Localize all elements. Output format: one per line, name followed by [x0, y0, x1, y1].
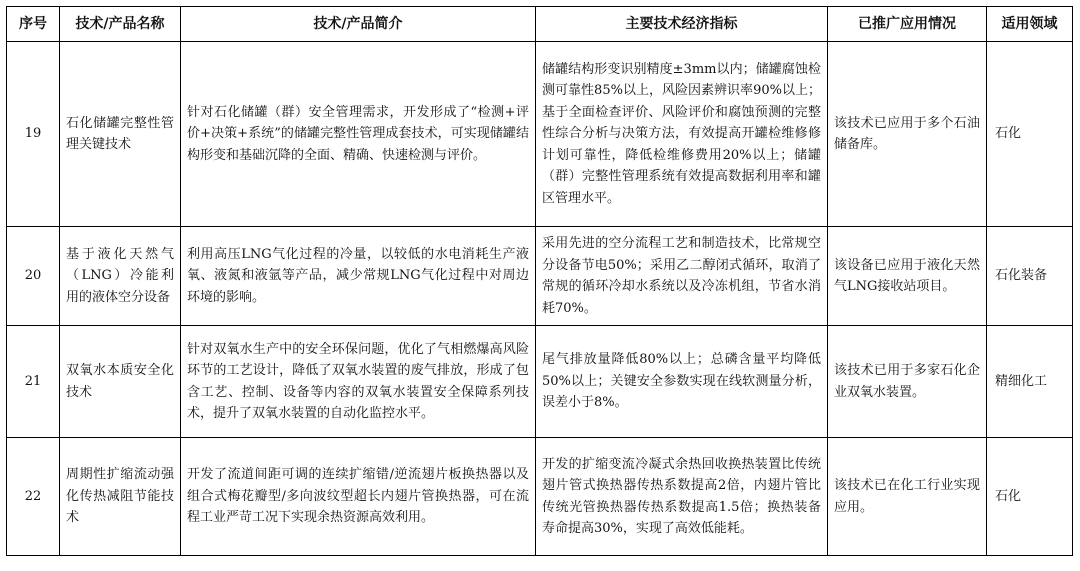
table-row — [7, 42, 1073, 227]
cell-indicators: 采用先进的空分流程工艺和制造技术，比常规空分设备节电50%；采用乙二醇闭式循环，取消了常规的循环冷却水系统以及冷冻机组，节省水消耗70%。 — [536, 227, 828, 326]
cell-field: 石化 — [987, 42, 1073, 227]
cell-application: 该技术已用于多家石化企业双氧水装置。 — [828, 326, 987, 438]
cell-application: 该技术已在化工行业实现应用。 — [828, 438, 987, 556]
cell-application: 该设备已应用于液化天然气LNG接收站项目。 — [828, 227, 987, 326]
cell-no: 19 — [7, 42, 60, 227]
header-indicators: 主要技术经济指标 — [536, 7, 828, 42]
cell-desc: 针对石化储罐（群）安全管理需求，开发形成了“检测+评价+决策+系统”的储罐完整性管理成套技术，可实现储罐结构形变和基础沉降的全面、精确、快速检测与评价。 — [181, 42, 536, 227]
cell-name: 基于液化天然气（LNG）冷能利用的液体空分设备 — [60, 227, 181, 326]
cell-indicators: 尾气排放量降低80%以上；总磷含量平均降低50%以上；关键安全参数实现在线软测量分析，误差小于8%。 — [536, 326, 828, 438]
technology-table — [6, 6, 1073, 556]
table-header-row — [7, 7, 1073, 42]
cell-indicators: 储罐结构形变识别精度±3mm以内；储罐腐蚀检测可靠性85%以上，风险因素辨识率90%以上；基于全面检查评价、风险评价和腐蚀预测的完整性综合分析与决策方法，有效提高开罐检维修修计划可靠性，降低检维修费用20%以上；储罐（群）完整性管理系统有效提高数据利用率和罐区管理水平。 — [536, 42, 828, 227]
cell-indicators: 开发的扩缩变流冷凝式余热回收换热装置比传统翅片管式换热器传热系数提高2倍，内翅片管比传统光管换热器传热系数提高1.5倍；换热装备寿命提高30%，实现了高效低能耗。 — [536, 438, 828, 556]
cell-field: 精细化工 — [987, 326, 1073, 438]
cell-field: 石化 — [987, 438, 1073, 556]
cell-name: 石化储罐完整性管理关键技术 — [60, 42, 181, 227]
cell-name: 周期性扩缩流动强化传热减阻节能技术 — [60, 438, 181, 556]
table-row — [7, 227, 1073, 326]
header-field: 适用领域 — [987, 7, 1073, 42]
cell-no: 22 — [7, 438, 60, 556]
cell-no: 21 — [7, 326, 60, 438]
header-application: 已推广应用情况 — [828, 7, 987, 42]
cell-name: 双氧水本质安全化技术 — [60, 326, 181, 438]
cell-application: 该技术已应用于多个石油储备库。 — [828, 42, 987, 227]
cell-desc: 针对双氧水生产中的安全环保问题，优化了气相燃爆高风险环节的工艺设计，降低了双氧水装置的废气排放，形成了包含工艺、控制、设备等内容的双氧水装置安全保障系列技术，提升了双氧水装置的自动化监控水平。 — [181, 326, 536, 438]
cell-desc: 开发了流道间距可调的连续扩缩错/逆流翅片板换热器以及组合式梅花瓣型/多向波纹型超长内翅片管换热器，可在流程工业严苛工况下实现余热资源高效利用。 — [181, 438, 536, 556]
header-desc: 技术/产品简介 — [181, 7, 536, 42]
table-row — [7, 438, 1073, 556]
cell-field: 石化装备 — [987, 227, 1073, 326]
cell-no: 20 — [7, 227, 60, 326]
cell-desc: 利用高压LNG气化过程的冷量，以较低的水电消耗生产液氧、液氮和液氩等产品，减少常规LNG气化过程中对周边环境的影响。 — [181, 227, 536, 326]
table-row — [7, 326, 1073, 438]
header-no: 序号 — [7, 7, 60, 42]
header-name: 技术/产品名称 — [60, 7, 181, 42]
